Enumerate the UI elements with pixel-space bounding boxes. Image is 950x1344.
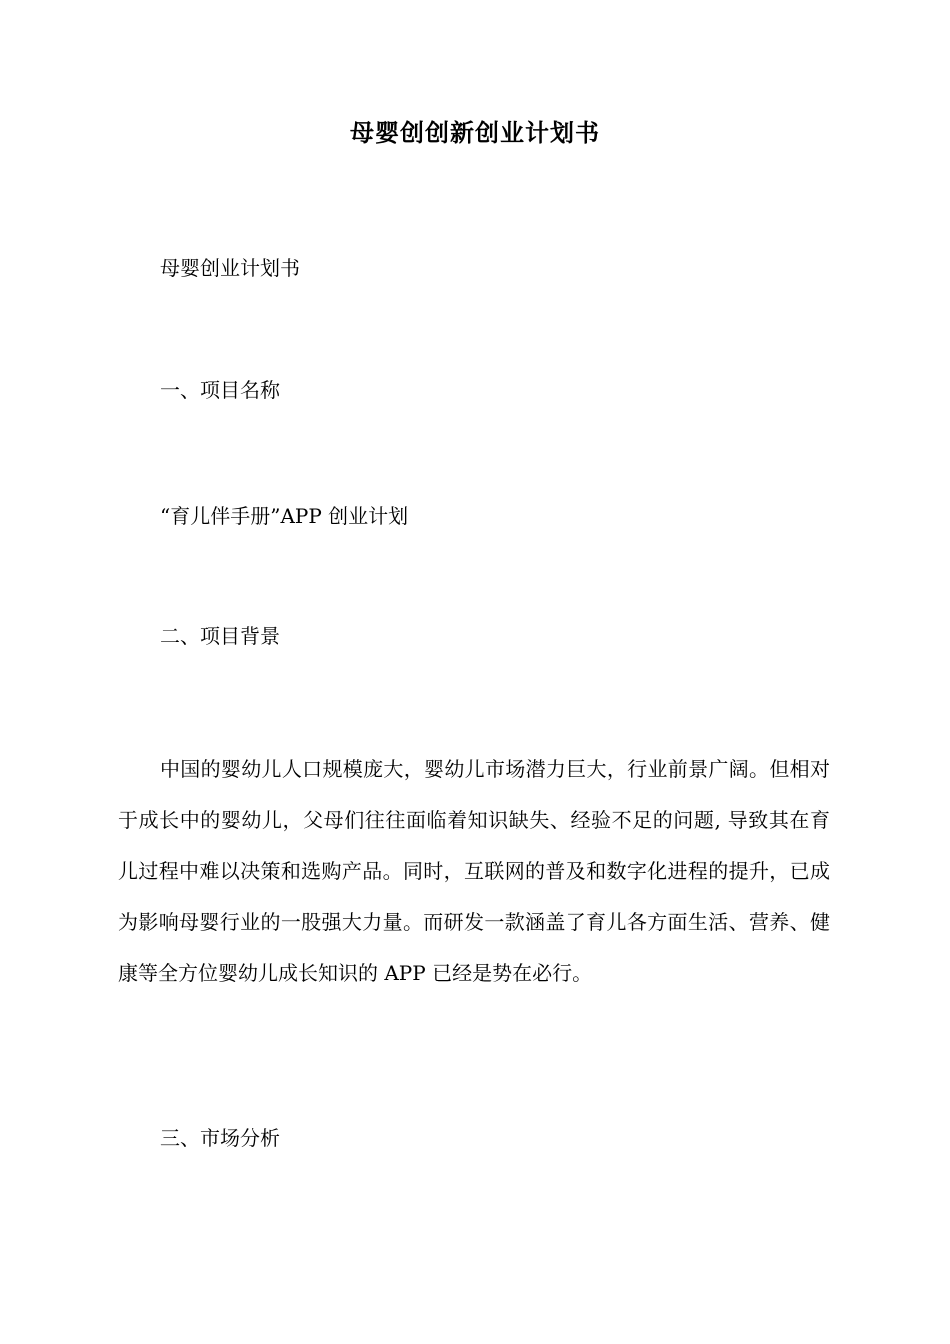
document-title: 母婴创创新创业计划书	[350, 118, 600, 147]
section-heading-project-background: 二、项目背景	[160, 624, 280, 648]
section-heading-market-analysis: 三、市场分析	[160, 1126, 280, 1150]
project-background-paragraph: 中国的婴幼儿人口规模庞大，婴幼儿市场潜力巨大，行业前景广阔。但相对于成长中的婴幼儿，父母们往往面临着知识缺失、经验不足的问题, 导致其在育儿过程中难以决策和选购产品。同时，互联网的普及和数字化进程的提升，已成为影响母婴行业的一股强大力量。而研发一款涵盖了育儿各方面生活、营养、健康等全方位婴幼儿成长知识的 APP 已经是势在必行。	[118, 757, 830, 985]
section-heading-project-name: 一、项目名称	[160, 378, 280, 402]
project-name-text: “育儿伴手册”APP 创业计划	[160, 504, 409, 528]
document-subtitle: 母婴创业计划书	[160, 256, 300, 280]
